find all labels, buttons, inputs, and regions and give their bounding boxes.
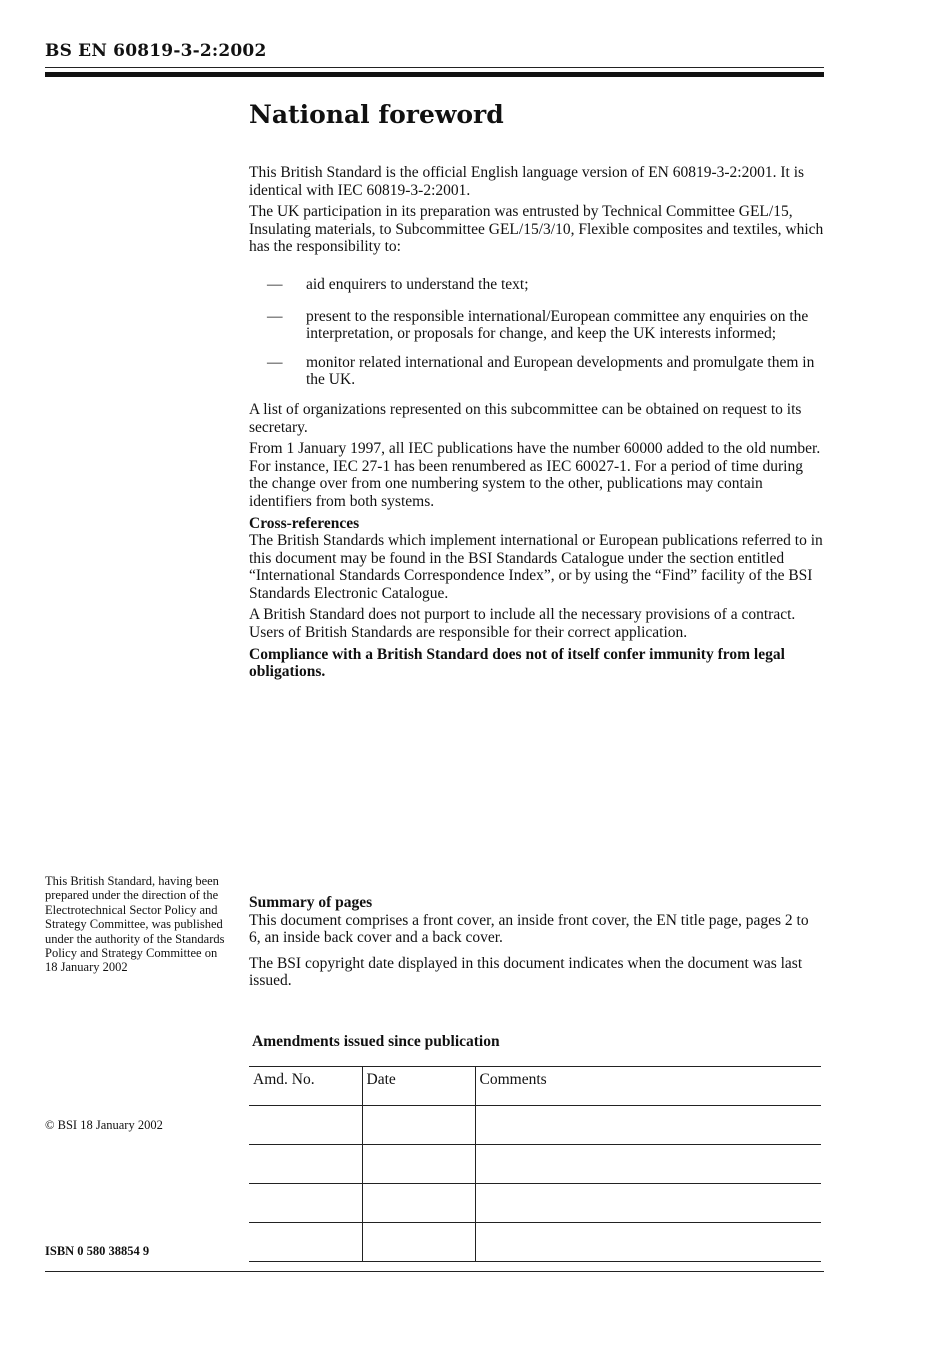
copyright-date-paragraph: The BSI copyright date displayed in this document indicates when the document was last issued. — [249, 954, 803, 990]
table-row — [249, 1145, 821, 1184]
compliance-statement: Compliance with a British Standard does not of itself confer immunity from legal obligations. — [249, 645, 785, 681]
dash-marker: — — [267, 307, 283, 325]
summary-heading: Summary of pages — [249, 894, 373, 911]
column-header-comments: Comments — [475, 1067, 821, 1106]
table-cell — [475, 1223, 821, 1262]
column-header-amd-no: Amd. No. — [249, 1067, 362, 1106]
document-code: BS EN 60819-3-2:2002 — [45, 41, 267, 61]
copyright-notice: © BSI 18 January 2002 — [45, 1118, 163, 1132]
table-cell — [362, 1223, 475, 1262]
table-cell — [475, 1184, 821, 1223]
crossref-heading: Cross-references — [249, 514, 360, 532]
column-header-date: Date — [362, 1067, 475, 1106]
table-cell — [249, 1145, 362, 1184]
list-item — [249, 354, 824, 389]
list-item-text: present to the responsible international/European committee any enquiries on the interpretation, or proposals for change, and keep the UK interests informed; — [306, 307, 809, 343]
table-header-row — [249, 1067, 821, 1106]
foreword-body — [249, 164, 824, 689]
amendments-table — [249, 1066, 821, 1262]
table-cell — [475, 1106, 821, 1145]
intro-paragraph: This British Standard is the official English language version of EN 60819-3-2:2001. It is identical with IEC 60819-3-2:2001. — [249, 164, 805, 199]
header-rule-thick — [45, 72, 824, 77]
header-rule-thin — [45, 67, 824, 68]
table-cell — [362, 1184, 475, 1223]
amendments-heading: Amendments issued since publication — [252, 1033, 500, 1050]
page-title: National foreword — [249, 100, 504, 129]
table-cell — [249, 1184, 362, 1223]
participation-paragraph: The UK participation in its preparation was entrusted by Technical Committee GEL/15, Insulating materials, to Subcommittee GEL/15/3/10, Flexible composites and textiles, which has the responsibility to: — [249, 203, 824, 256]
isbn-number: ISBN 0 580 38854 9 — [45, 1244, 150, 1258]
table-cell — [362, 1106, 475, 1145]
responsibility-list — [249, 276, 824, 389]
table-cell — [362, 1145, 475, 1184]
organizations-paragraph: A list of organizations represented on this subcommittee can be obtained on request to its secretary. — [249, 400, 802, 436]
dash-marker: — — [267, 353, 283, 371]
table-row — [249, 1106, 821, 1145]
list-item — [249, 308, 824, 343]
list-item-text: aid enquirers to understand the text; — [306, 275, 529, 293]
crossref-paragraph: The British Standards which implement international or European publications referred to in this document may be found in the BSI Standards Catalogue under the section entitled “International Standards Correspondence Index”, or by using the “Find” facility of the BSI Standards Electronic Catalogue. — [249, 532, 823, 602]
numbering-paragraph: From 1 January 1997, all IEC publications have the number 60000 added to the old number. For instance, IEC 27-1 has been renumbered as IEC 60027-1. For a period of time during the change over from one numbering system to the other, publications may contain identifiers from both systems. — [249, 440, 821, 510]
summary-paragraph: This document comprises a front cover, an inside front cover, the EN title page, pages 2 to 6, an inside back cover and a back cover. — [249, 911, 809, 947]
footer-rule — [45, 1271, 824, 1272]
table-cell — [475, 1145, 821, 1184]
list-item-text: monitor related international and European developments and promulgate them in the UK. — [306, 353, 815, 389]
summary-of-pages — [249, 894, 824, 998]
table-row — [249, 1184, 821, 1223]
table-cell — [249, 1106, 362, 1145]
dash-marker: — — [267, 275, 283, 293]
publication-note: This British Standard, having been prepared under the direction of the Electrotechnical Sector Policy and Strategy Committee, was published under the authority of the Standards Policy and Strategy Committee on 18 January 2002 — [45, 874, 225, 975]
table-cell — [249, 1223, 362, 1262]
list-item — [249, 276, 824, 294]
table-row — [249, 1223, 821, 1262]
provisions-paragraph: A British Standard does not purport to include all the necessary provisions of a contract. Users of British Standards are responsible for their correct application. — [249, 606, 796, 642]
